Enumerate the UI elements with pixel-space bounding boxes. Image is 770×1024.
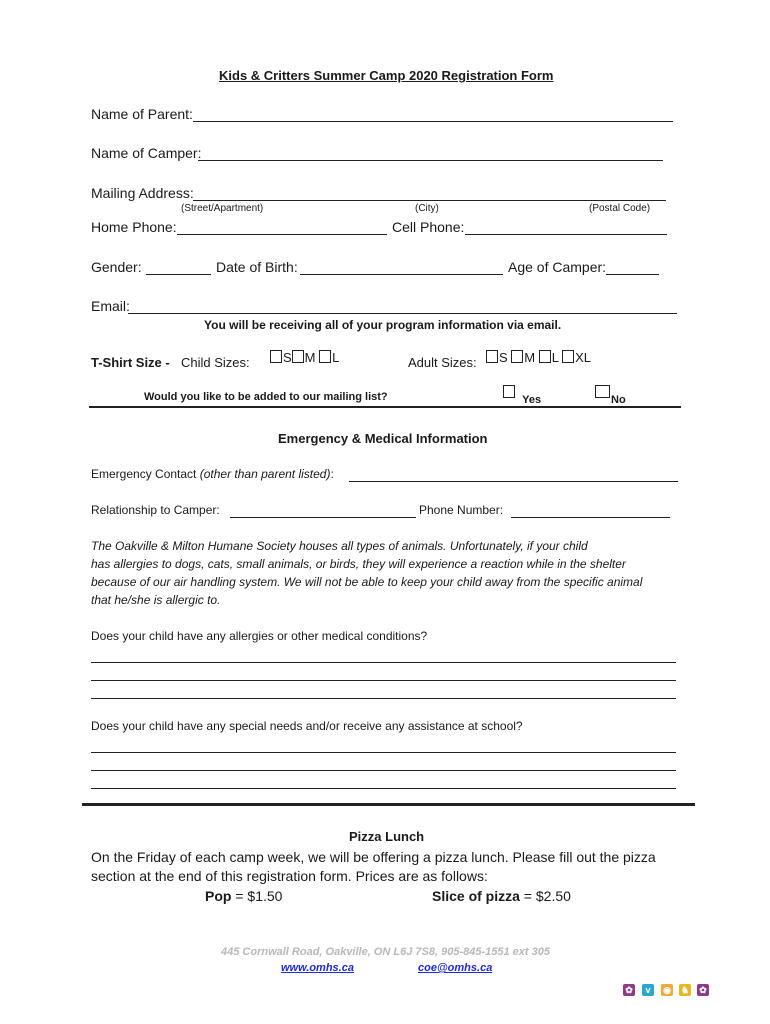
mailing-list-question: Would you like to be added to our mailing list? xyxy=(144,391,388,403)
pop-price: Pop = $1.50 xyxy=(205,888,283,904)
gender-label: Gender: xyxy=(91,259,142,275)
camper-label: Name of Camper: xyxy=(91,145,202,161)
child-sizes-label: Child Sizes: xyxy=(181,355,250,370)
mailing-label: Mailing Address: xyxy=(91,185,194,201)
special-needs-input-line[interactable] xyxy=(91,752,676,753)
emergency-heading: Emergency & Medical Information xyxy=(278,431,488,446)
age-input-line[interactable] xyxy=(606,274,659,275)
child-size-options xyxy=(270,350,339,365)
checkbox-icon xyxy=(511,350,523,363)
allergies-input-line[interactable] xyxy=(91,680,676,681)
allergies-question: Does your child have any allergies or other medical conditions? xyxy=(91,629,428,643)
bird-icon: v xyxy=(642,984,654,996)
section-divider-thick xyxy=(82,803,695,806)
parent-input-line[interactable] xyxy=(193,121,673,122)
humane-paragraph-line-2: has allergies to dogs, cats, small animals, or birds, they will experience a reaction while in the shelter xyxy=(91,557,626,571)
pizza-text-line-2: section at the end of this registration form. Prices are as follows: xyxy=(91,868,488,884)
checkbox-icon xyxy=(292,350,304,363)
adult-size-options xyxy=(486,350,591,365)
allergies-input-line[interactable] xyxy=(91,698,676,699)
adult-size-s[interactable]: S xyxy=(486,350,508,365)
allergies-input-line[interactable] xyxy=(91,662,676,663)
pizza-text-line-1: On the Friday of each camp week, we will be offering a pizza lunch. Please fill out the pizza xyxy=(91,849,656,865)
camper-input-line[interactable] xyxy=(198,160,663,161)
checkbox-icon xyxy=(595,385,610,398)
checkbox-icon xyxy=(503,385,515,398)
humane-paragraph-line-4: that he/she is allergic to. xyxy=(91,593,221,607)
gender-input-line[interactable] xyxy=(146,274,211,275)
child-size-m[interactable]: M xyxy=(292,350,316,365)
relationship-label: Relationship to Camper: xyxy=(91,503,220,517)
checkbox-icon xyxy=(562,350,574,363)
cell-phone-label: Cell Phone: xyxy=(392,219,465,235)
special-needs-question: Does your child have any special needs and/or receive any assistance at school? xyxy=(91,719,523,733)
mailing-input-line[interactable] xyxy=(193,200,666,201)
tshirt-label: T-Shirt Size - xyxy=(91,355,170,370)
email-input-line[interactable] xyxy=(128,313,677,314)
checkbox-icon xyxy=(319,350,331,363)
dog-icon: ♞ xyxy=(680,985,690,995)
emergency-contact-input-line[interactable] xyxy=(349,481,678,482)
humane-paragraph-line-1: The Oakville & Milton Humane Society houses all types of animals. Unfortunately, if your child xyxy=(91,539,588,553)
home-phone-label: Home Phone: xyxy=(91,219,177,235)
slice-price: Slice of pizza = $2.50 xyxy=(432,888,571,904)
street-hint: (Street/Apartment) xyxy=(181,203,264,214)
cat-icon: ◉ xyxy=(661,984,673,996)
city-hint: (City) xyxy=(415,203,439,214)
paw-icon: ✿ xyxy=(623,984,635,996)
form-title: Kids & Critters Summer Camp 2020 Registration Form xyxy=(219,68,554,83)
emergency-phone-label: Phone Number: xyxy=(419,503,504,517)
checkbox-icon xyxy=(486,350,498,363)
parent-label: Name of Parent: xyxy=(91,106,193,122)
emergency-phone-input-line[interactable] xyxy=(511,517,670,518)
pizza-heading: Pizza Lunch xyxy=(349,829,425,844)
email-label: Email: xyxy=(91,298,130,314)
footer-address: 445 Cornwall Road, Oakville, ON L6J 7S8, 905-845-1551 ext 305 xyxy=(221,946,550,958)
section-divider xyxy=(89,406,681,408)
emergency-contact-label: Emergency Contact (other than parent listed): xyxy=(91,467,334,481)
home-phone-input-line[interactable] xyxy=(177,234,387,235)
child-size-l[interactable]: L xyxy=(319,350,339,365)
dob-input-line[interactable] xyxy=(300,274,503,275)
adult-size-l[interactable]: L xyxy=(539,350,559,365)
mailing-list-yes[interactable]: Yes xyxy=(503,385,541,400)
child-size-s[interactable]: S xyxy=(270,350,292,365)
adult-sizes-label: Adult Sizes: xyxy=(408,355,477,370)
paw-print-icon: ✿ xyxy=(697,984,709,996)
dob-label: Date of Birth: xyxy=(216,259,298,275)
postal-hint: (Postal Code) xyxy=(589,203,651,214)
cell-phone-input-line[interactable] xyxy=(465,234,667,235)
special-needs-input-line[interactable] xyxy=(91,770,676,771)
age-label: Age of Camper: xyxy=(508,259,607,275)
checkbox-icon xyxy=(270,350,282,363)
adult-size-xl[interactable]: XL xyxy=(562,350,591,365)
checkbox-icon xyxy=(539,350,551,363)
footer-website-link[interactable]: www.omhs.ca xyxy=(281,962,354,974)
mailing-list-no[interactable]: No xyxy=(595,385,626,400)
humane-paragraph-line-3: because of our air handling system. We will not be able to keep your child away from the specific animal xyxy=(91,575,643,589)
relationship-input-line[interactable] xyxy=(230,517,416,518)
footer-email-link[interactable]: coe@omhs.ca xyxy=(418,962,493,974)
email-note: You will be receiving all of your program information via email. xyxy=(204,318,562,332)
special-needs-input-line[interactable] xyxy=(91,788,676,789)
adult-size-m[interactable]: M xyxy=(511,350,535,365)
